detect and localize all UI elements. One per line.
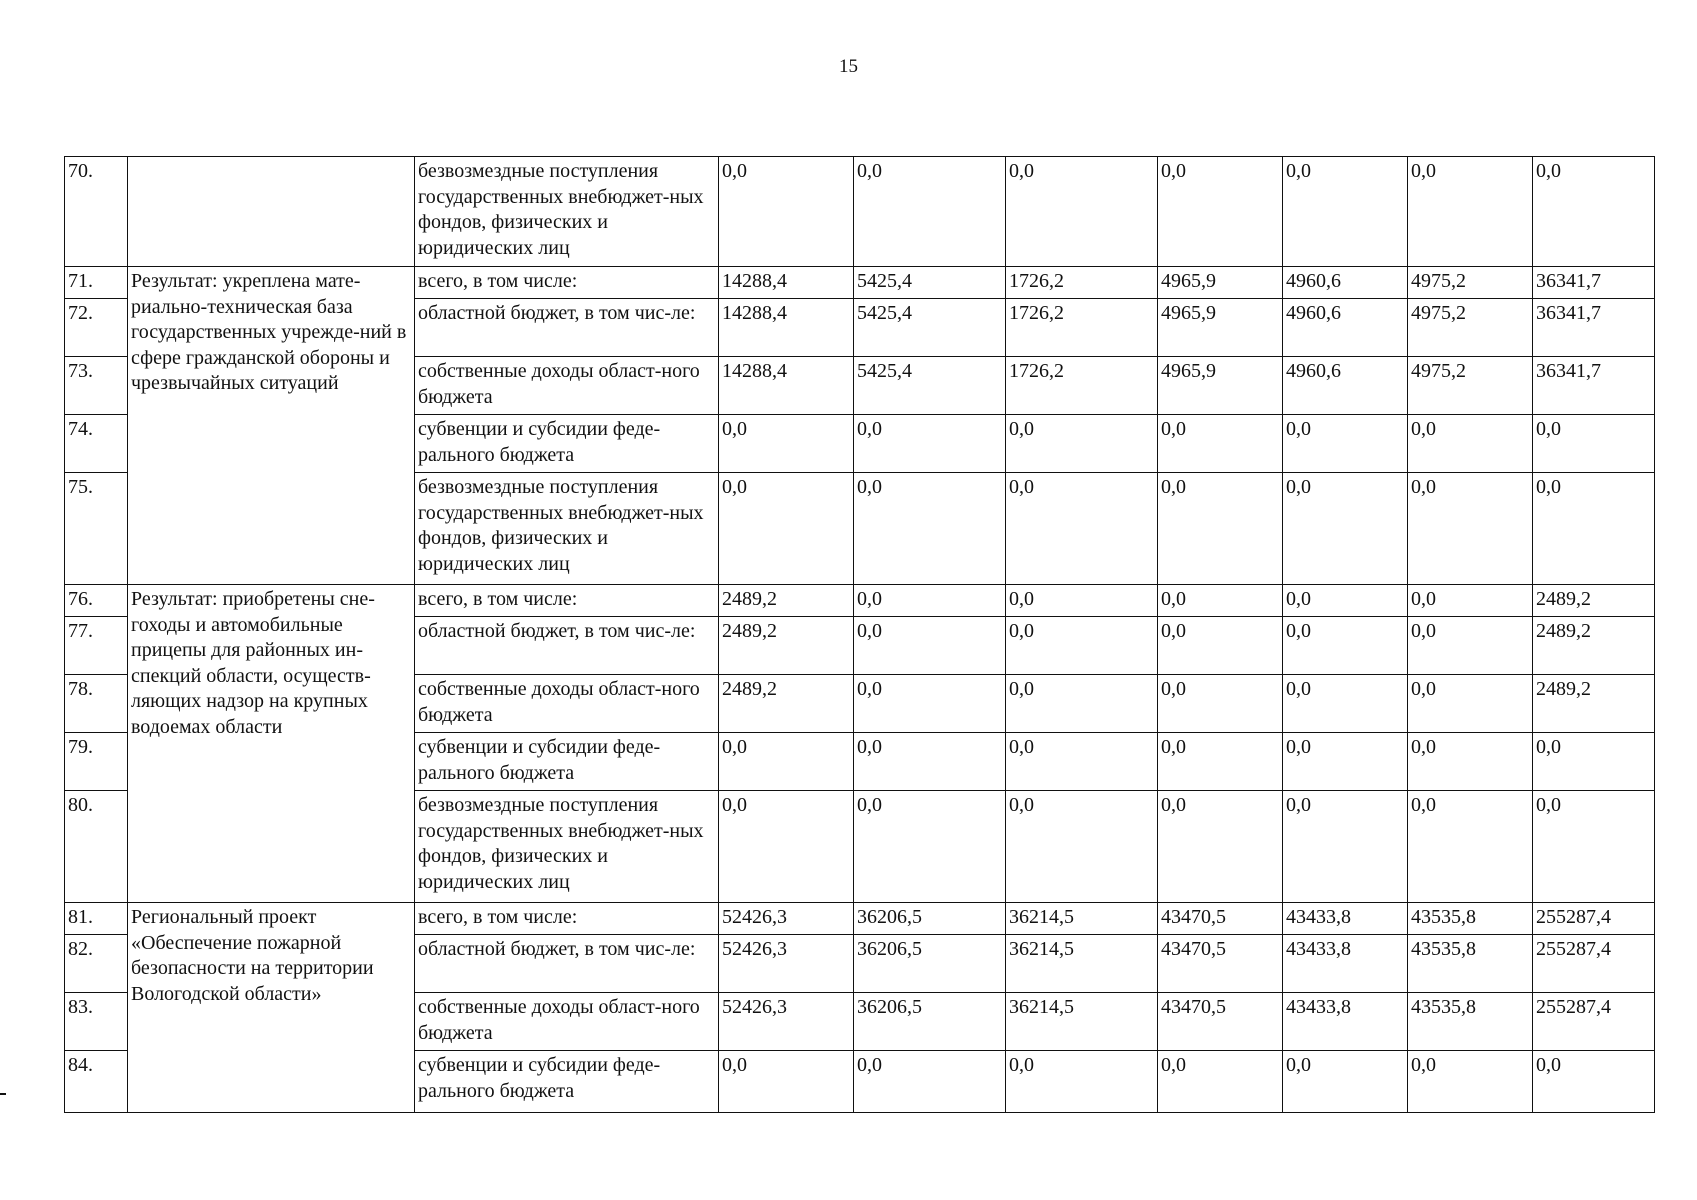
row-number: 77. [65, 617, 128, 675]
row-number: 79. [65, 733, 128, 791]
row-description: всего, в том числе: [415, 903, 719, 935]
value-cell: 14288,4 [719, 299, 854, 357]
value-cell: 0,0 [854, 157, 1006, 267]
value-cell: 0,0 [1283, 1051, 1408, 1113]
value-cell: 4960,6 [1283, 357, 1408, 415]
value-cell: 0,0 [854, 415, 1006, 473]
value-cell: 36214,5 [1006, 993, 1158, 1051]
value-cell: 0,0 [1006, 675, 1158, 733]
value-cell: 52426,3 [719, 903, 854, 935]
budget-table [64, 156, 1655, 1113]
value-cell: 0,0 [1533, 473, 1655, 585]
value-cell: 0,0 [1408, 157, 1533, 267]
value-cell: 0,0 [854, 1051, 1006, 1113]
page-number: 15 [839, 56, 858, 77]
value-cell: 4975,2 [1408, 357, 1533, 415]
value-cell: 0,0 [1006, 791, 1158, 903]
row-description: субвенции и субсидии феде-рального бюджета [415, 1051, 719, 1113]
row-number: 82. [65, 935, 128, 993]
value-cell: 43535,8 [1408, 993, 1533, 1051]
value-cell: 0,0 [1158, 733, 1283, 791]
value-cell: 0,0 [719, 1051, 854, 1113]
group-name: Региональный проект «Обеспечение пожарной безопасности на территории Вологодской области» [128, 903, 415, 1113]
value-cell: 0,0 [1158, 157, 1283, 267]
row-number: 74. [65, 415, 128, 473]
value-cell: 0,0 [719, 791, 854, 903]
value-cell: 4965,9 [1158, 299, 1283, 357]
value-cell: 0,0 [1408, 1051, 1533, 1113]
group-name: Результат: приобретены сне-гоходы и автомобильные прицепы для районных ин-спекций области, осуществ-ляющих надзор на крупных водоемах области [128, 585, 415, 903]
value-cell: 52426,3 [719, 993, 854, 1051]
value-cell: 43433,8 [1283, 903, 1408, 935]
value-cell: 0,0 [854, 585, 1006, 617]
value-cell: 2489,2 [1533, 585, 1655, 617]
value-cell: 0,0 [1158, 585, 1283, 617]
value-cell: 43470,5 [1158, 903, 1283, 935]
value-cell: 0,0 [1408, 617, 1533, 675]
value-cell: 4965,9 [1158, 267, 1283, 299]
row-number: 83. [65, 993, 128, 1051]
row-description: всего, в том числе: [415, 267, 719, 299]
value-cell: 0,0 [1533, 791, 1655, 903]
value-cell: 2489,2 [1533, 675, 1655, 733]
value-cell: 0,0 [1408, 473, 1533, 585]
row-number: 76. [65, 585, 128, 617]
value-cell: 36341,7 [1533, 299, 1655, 357]
value-cell: 0,0 [719, 473, 854, 585]
value-cell: 4975,2 [1408, 267, 1533, 299]
value-cell: 0,0 [854, 675, 1006, 733]
value-cell: 0,0 [1283, 733, 1408, 791]
row-description: собственные доходы област-ного бюджета [415, 675, 719, 733]
group-cell-empty [128, 157, 415, 267]
value-cell: 0,0 [1408, 791, 1533, 903]
value-cell: 0,0 [719, 157, 854, 267]
value-cell: 0,0 [1408, 675, 1533, 733]
value-cell: 4965,9 [1158, 357, 1283, 415]
row-description: безвозмездные поступления государственных внебюджет-ных фондов, физических и юридических лиц [415, 791, 719, 903]
value-cell: 4960,6 [1283, 299, 1408, 357]
value-cell: 0,0 [1283, 473, 1408, 585]
value-cell: 0,0 [1533, 1051, 1655, 1113]
table-row [65, 903, 1655, 935]
value-cell: 0,0 [854, 617, 1006, 675]
margin-tick-mark [0, 1093, 6, 1095]
value-cell: 0,0 [1408, 733, 1533, 791]
value-cell: 0,0 [1408, 585, 1533, 617]
value-cell: 0,0 [854, 791, 1006, 903]
table-row [65, 267, 1655, 299]
value-cell: 0,0 [1006, 1051, 1158, 1113]
value-cell: 2489,2 [1533, 617, 1655, 675]
row-number: 80. [65, 791, 128, 903]
row-number: 71. [65, 267, 128, 299]
row-description: собственные доходы област-ного бюджета [415, 357, 719, 415]
value-cell: 0,0 [1283, 791, 1408, 903]
table-row [65, 157, 1655, 267]
value-cell: 2489,2 [719, 675, 854, 733]
row-description: собственные доходы област-ного бюджета [415, 993, 719, 1051]
value-cell: 5425,4 [854, 357, 1006, 415]
value-cell: 0,0 [1158, 415, 1283, 473]
value-cell: 36341,7 [1533, 267, 1655, 299]
value-cell: 2489,2 [719, 585, 854, 617]
value-cell: 0,0 [1006, 157, 1158, 267]
value-cell: 5425,4 [854, 267, 1006, 299]
value-cell: 36206,5 [854, 993, 1006, 1051]
value-cell: 1726,2 [1006, 357, 1158, 415]
value-cell: 0,0 [719, 415, 854, 473]
value-cell: 43535,8 [1408, 935, 1533, 993]
row-description: субвенции и субсидии феде-рального бюджета [415, 733, 719, 791]
value-cell: 255287,4 [1533, 935, 1655, 993]
row-number: 81. [65, 903, 128, 935]
row-description: областной бюджет, в том чис-ле: [415, 617, 719, 675]
value-cell: 0,0 [854, 473, 1006, 585]
row-number: 72. [65, 299, 128, 357]
value-cell: 43535,8 [1408, 903, 1533, 935]
value-cell: 14288,4 [719, 267, 854, 299]
value-cell: 36341,7 [1533, 357, 1655, 415]
value-cell: 43433,8 [1283, 993, 1408, 1051]
value-cell: 0,0 [1283, 157, 1408, 267]
row-number: 78. [65, 675, 128, 733]
value-cell: 0,0 [1533, 733, 1655, 791]
row-number: 84. [65, 1051, 128, 1113]
value-cell: 43470,5 [1158, 935, 1283, 993]
value-cell: 0,0 [1006, 733, 1158, 791]
value-cell: 0,0 [1158, 675, 1283, 733]
value-cell: 0,0 [1283, 617, 1408, 675]
value-cell: 2489,2 [719, 617, 854, 675]
value-cell: 36206,5 [854, 903, 1006, 935]
value-cell: 4975,2 [1408, 299, 1533, 357]
value-cell: 255287,4 [1533, 993, 1655, 1051]
row-description: безвозмездные поступления государственных внебюджет-ных фондов, физических и юридических лиц [415, 473, 719, 585]
value-cell: 52426,3 [719, 935, 854, 993]
value-cell: 0,0 [1533, 415, 1655, 473]
row-description: областной бюджет, в том чис-ле: [415, 299, 719, 357]
value-cell: 0,0 [1006, 473, 1158, 585]
table-row [65, 585, 1655, 617]
value-cell: 36206,5 [854, 935, 1006, 993]
value-cell: 5425,4 [854, 299, 1006, 357]
value-cell: 36214,5 [1006, 935, 1158, 993]
row-description: областной бюджет, в том чис-ле: [415, 935, 719, 993]
value-cell: 0,0 [854, 733, 1006, 791]
value-cell: 1726,2 [1006, 267, 1158, 299]
row-description: субвенции и субсидии феде-рального бюджета [415, 415, 719, 473]
value-cell: 14288,4 [719, 357, 854, 415]
value-cell: 0,0 [1533, 157, 1655, 267]
value-cell: 43470,5 [1158, 993, 1283, 1051]
value-cell: 1726,2 [1006, 299, 1158, 357]
row-number: 73. [65, 357, 128, 415]
value-cell: 255287,4 [1533, 903, 1655, 935]
row-number: 70. [65, 157, 128, 267]
value-cell: 0,0 [1158, 473, 1283, 585]
value-cell: 0,0 [719, 733, 854, 791]
value-cell: 0,0 [1408, 415, 1533, 473]
value-cell: 36214,5 [1006, 903, 1158, 935]
value-cell: 0,0 [1283, 415, 1408, 473]
row-description: всего, в том числе: [415, 585, 719, 617]
value-cell: 0,0 [1283, 585, 1408, 617]
group-name: Результат: укреплена мате-риально-техническая база государственных учрежде-ний в сфере гражданской обороны и чрезвычайных ситуаций [128, 267, 415, 585]
value-cell: 0,0 [1158, 791, 1283, 903]
value-cell: 0,0 [1158, 617, 1283, 675]
value-cell: 0,0 [1006, 415, 1158, 473]
value-cell: 4960,6 [1283, 267, 1408, 299]
row-description: безвозмездные поступления государственных внебюджет-ных фондов, физических и юридических лиц [415, 157, 719, 267]
row-number: 75. [65, 473, 128, 585]
value-cell: 0,0 [1006, 585, 1158, 617]
value-cell: 0,0 [1283, 675, 1408, 733]
value-cell: 0,0 [1158, 1051, 1283, 1113]
value-cell: 0,0 [1006, 617, 1158, 675]
value-cell: 43433,8 [1283, 935, 1408, 993]
